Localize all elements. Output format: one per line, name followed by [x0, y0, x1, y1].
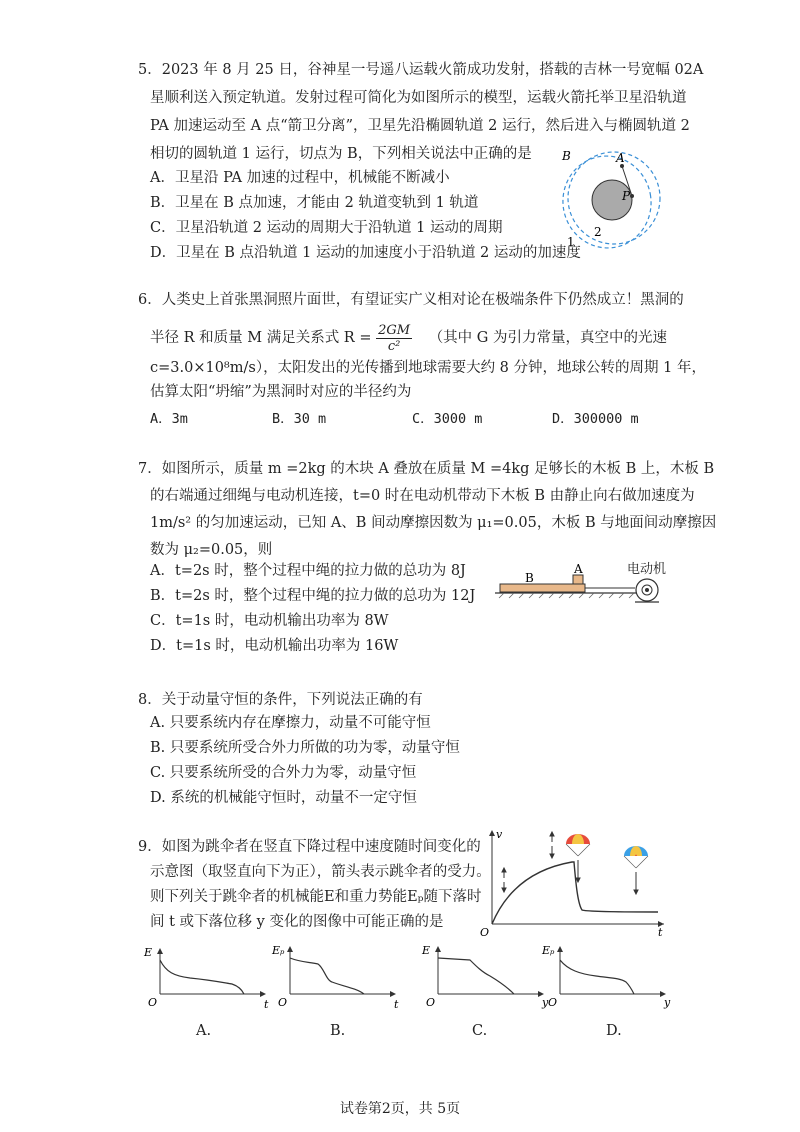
- graph-b: [270, 940, 402, 1010]
- velocity-curve: [492, 862, 658, 924]
- t-axis-label: t: [658, 926, 663, 938]
- velocity-time-graph: [478, 826, 670, 938]
- x-label-b: t: [394, 998, 399, 1010]
- q5-line4: 相切的圆轨道 1 运行，切点为 B，下列相关说法中正确的是: [150, 146, 532, 162]
- motor-label: 电动机: [627, 562, 667, 577]
- x-axis-arrow-icon: [260, 991, 266, 997]
- block-a: [573, 575, 583, 584]
- q6-line2: [150, 322, 667, 354]
- caption-b: B.: [330, 1023, 346, 1039]
- parachute-icon-2: [624, 846, 648, 868]
- graph-a: [140, 944, 272, 1010]
- q5-line3: PA 加速运动至 A 点“箭卫分离”，卫星先沿椭圆轨道 2 运行，然后进入与椭圆轨道 2: [150, 118, 690, 134]
- caption-d: D.: [606, 1023, 622, 1039]
- q8-option-a: A. 只要系统内存在摩擦力，动量不可能守恒: [150, 715, 431, 731]
- q6-option-c: C．3000 m: [412, 411, 483, 427]
- x-label-c: y: [542, 996, 549, 1009]
- q7-option-c: C．t=1s 时，电动机输出功率为 8W: [150, 613, 389, 629]
- curve-d: [560, 960, 634, 994]
- q9-line3: 则下列关于跳伞者的机械能E和重力势能Eₚ随下落时: [150, 889, 482, 905]
- q7-line3: 1m/s² 的匀加速运动，已知 A、B 间动摩擦因数为 μ₁=0.05，木板 B 与地面间动摩擦因: [150, 515, 717, 531]
- q6-line4: 估算太阳“坍缩”为黑洞时对应的半径约为: [150, 384, 412, 400]
- graph-c: [418, 940, 550, 1010]
- ground-hatching: [499, 593, 634, 598]
- label-b: B: [525, 571, 534, 585]
- curve-a: [160, 960, 244, 994]
- q7-line4: 数为 μ₂=0.05，则: [150, 542, 273, 558]
- graph-d: [540, 940, 672, 1010]
- q5-line2: 星顺利送入预定轨道。发射过程可简化为如图所示的模型，运载火箭托举卫星沿轨道: [150, 90, 687, 106]
- label-orbit-2: 2: [594, 225, 602, 239]
- q6-option-d: D．300000 m: [552, 411, 639, 427]
- q6-option-a: A．3m: [150, 411, 188, 427]
- label-orbit-1: 1: [567, 235, 575, 249]
- y-label-c: E: [422, 944, 431, 957]
- x-label-a: t: [264, 998, 269, 1010]
- y-axis-arrow-icon: [435, 946, 441, 952]
- y-label-a: E: [144, 946, 153, 959]
- curve-b: [290, 958, 364, 994]
- q8-line1: 8．关于动量守恒的条件，下列说法正确的有: [138, 692, 423, 708]
- y-label-d: Eₚ: [542, 944, 555, 957]
- curve-c: [438, 958, 514, 994]
- q7-option-a: A．t=2s 时，整个过程中绳的拉力做的总功为 8J: [150, 563, 466, 579]
- label-p: P: [622, 189, 631, 203]
- q5-line1: 5．2023 年 8 月 25 日，谷神星一号遥八运载火箭成功发射，搭载的吉林一号宽幅 02A: [138, 62, 704, 78]
- q6-line3: c=3.0×10⁸m/s），太阳发出的光传播到地球需要大约 8 分钟，地球公转的周期 1 年，: [150, 360, 706, 376]
- q9-line4: 间 t 或下落位移 y 变化的图像中可能正确的是: [150, 914, 444, 930]
- origin-d: O: [548, 996, 558, 1009]
- q8-option-c: C. 只要系统所受的合外力为零，动量守恒: [150, 765, 417, 781]
- q7-line1: 7．如图所示，质量 m =2kg 的木块 A 叠放在质量 M =4kg 足够长的木板 B 上，木板 B: [138, 461, 715, 477]
- q6-line2-start: 半径 R 和质量 M 满足关系式 R =: [150, 330, 372, 346]
- caption-a: A.: [196, 1023, 212, 1039]
- label-b: B: [562, 149, 571, 163]
- x-axis-arrow-icon: [390, 991, 396, 997]
- q6-option-b: B．30 m: [272, 411, 327, 427]
- label-a: A: [616, 151, 625, 165]
- caption-c: C.: [472, 1023, 488, 1039]
- q8-option-b: B. 只要系统所受合外力所做的功为零，动量守恒: [150, 740, 460, 756]
- v-axis-label: v: [496, 828, 503, 841]
- q8-option-d: D. 系统的机械能守恒时，动量不一定守恒: [150, 790, 417, 806]
- q7-option-d: D．t=1s 时，电动机输出功率为 16W: [150, 638, 399, 654]
- q9-line2: 示意图（取竖直向下为正），箭头表示跳伞者的受力。: [150, 864, 491, 880]
- q5-option-c: C．卫星沿轨道 2 运动的周期大于沿轨道 1 运动的周期: [150, 220, 503, 236]
- formula-numerator: 2GM: [378, 322, 411, 338]
- point-p: [630, 194, 634, 198]
- q7-option-b: B．t=2s 时，整个过程中绳的拉力做的总功为 12J: [150, 588, 476, 604]
- origin-c: O: [426, 996, 436, 1009]
- board-b: [500, 584, 585, 592]
- q5-option-a: A．卫星沿 PA 加速的过程中，机械能不断减小: [150, 170, 450, 186]
- q9-line1: 9．如图为跳伞者在竖直下降过程中速度随时间变化的: [138, 839, 481, 855]
- q6-line1: 6．人类史上首张黑洞照片面世，有望证实广义相对论在极端条件下仍然成立！黑洞的: [138, 292, 684, 308]
- origin-label: O: [480, 926, 490, 938]
- orbit-diagram: [552, 140, 662, 250]
- origin-a: O: [148, 996, 158, 1009]
- page-footer: 试卷第2页，共 5页: [339, 1101, 461, 1117]
- v-axis-arrow-icon: [489, 830, 495, 836]
- origin-b: O: [278, 996, 288, 1009]
- parachute-icon: [566, 834, 590, 856]
- y-axis-arrow-icon: [557, 946, 563, 952]
- q5-option-d: D．卫星在 B 点沿轨道 1 运动的加速度小于沿轨道 2 运动的加速度: [150, 245, 581, 261]
- label-a: A: [574, 562, 583, 576]
- y-axis-arrow-icon: [287, 946, 293, 952]
- q7-line2: 的右端通过细绳与电动机连接，t=0 时在电动机带动下木板 B 由静止向右做加速度为: [150, 488, 695, 504]
- q5-option-b: B．卫星在 B 点加速，才能由 2 轨道变轨到 1 轨道: [150, 195, 479, 211]
- y-label-b: Eₚ: [272, 944, 285, 957]
- x-label-d: y: [664, 996, 671, 1009]
- q6-line2-end: （其中 G 为引力常量，真空中的光速: [428, 330, 667, 346]
- schwarzschild-formula: [376, 323, 412, 354]
- y-axis-arrow-icon: [157, 948, 163, 954]
- formula-denominator: c²: [387, 338, 401, 354]
